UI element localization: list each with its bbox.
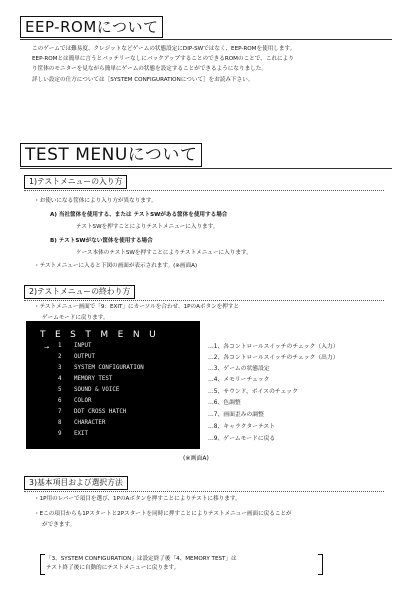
section-3-line1: ・1P用のレバーで項目を選び、1PのAボタンを押すことによりテストに移ります。: [34, 496, 241, 502]
menu-item-label: OUTPUT: [74, 354, 95, 360]
menu-description: …4、メモリーチェック: [208, 377, 270, 383]
menu-item-label: SYSTEM CONFIGURATION: [74, 365, 144, 371]
section-2-rule: [24, 300, 384, 301]
menu-item-number: 9: [58, 431, 62, 437]
section-3-line2: ・Eこの項目からも1Pスタートと2Pスタートを同時に押すことによりテストメニュー画面に戻ることが: [34, 511, 292, 517]
menu-description: …7、画面歪みの調整: [208, 412, 264, 418]
menu-item-number: 6: [58, 398, 62, 404]
menu-item-label: INPUT: [74, 343, 92, 349]
eeprom-heading: EEP-ROMについて: [20, 16, 163, 38]
screen-caption: (※画面A): [183, 455, 209, 462]
menu-item: [58, 354, 95, 360]
menu-description: …8、キャラクターテスト: [208, 424, 276, 430]
menu-item: [58, 376, 112, 382]
note-line: 「3、SYSTEM CONFIGURATION」は設定終了後「4、MEMORY TEST」は: [46, 556, 237, 562]
section-3-line3: ができます。: [42, 522, 76, 528]
cursor-arrow-icon: →: [44, 344, 50, 351]
menu-description: …1、各コントロールスイッチのチェック（入力）: [208, 344, 339, 350]
menu-item: [58, 431, 88, 437]
menu-item-label: SOUND & VOICE: [74, 387, 120, 393]
case-a-label: A): [50, 212, 57, 218]
eeprom-line: EEP-ROMとは簡単に言うとバッテリーなしにバックアップすることのできるROMのことで、これにより: [32, 56, 294, 63]
section-2-line1: ・テストメニュー画面で「9：EXIT」にカーソルを合わせ、1PのAボタンを押すと: [34, 304, 240, 310]
eeprom-line: り筐体のモニターを見ながら簡単にゲームの状態を設定することができるようになりました。: [32, 66, 267, 73]
section-3-rule: [24, 491, 384, 492]
menu-item: [58, 398, 91, 404]
section-3-title: 3)基本項目および選択方法: [24, 476, 128, 490]
case-b-label: B): [50, 238, 57, 244]
note-bracket-right: [318, 554, 323, 575]
menu-description: …6、色調整: [208, 400, 241, 406]
menu-item-label: EXIT: [74, 431, 88, 437]
menu-item-number: 7: [58, 409, 62, 415]
testmenu-heading: TEST MENUについて: [20, 143, 202, 167]
menu-description: …3、ゲームの状態設定: [208, 366, 270, 372]
section-1-outro: ・テストメニューに入ると下図の画面が表示されます。(※画面A): [34, 263, 198, 269]
case-b-detail: ケース本体のテストSWを押すことによりテストメニューに入ります。: [76, 250, 252, 256]
case-a: [50, 210, 227, 220]
menu-item: [58, 365, 144, 371]
case-b: [50, 236, 153, 246]
testmenu-divider: [20, 168, 392, 169]
menu-item-number: 2: [58, 354, 62, 360]
menu-item: [58, 343, 91, 349]
menu-item-number: 3: [58, 365, 62, 371]
menu-item-number: 8: [58, 420, 62, 426]
case-a-text: 当社筐体を使用する、または テストSWがある筐体を使用する場合: [58, 212, 228, 218]
menu-item-label: DOT CROSS HATCH: [74, 409, 127, 415]
menu-item: [58, 409, 126, 415]
case-b-text: テストSWがない筐体を使用する場合: [58, 238, 153, 244]
screen-title: TESTMENU: [40, 330, 166, 340]
eeprom-line: 詳しい設定の仕方については［SYSTEM CONFIGURATIONについて］をお読み下さい。: [32, 76, 254, 83]
menu-item-label: CHARACTER: [74, 420, 106, 426]
menu-item: [58, 420, 105, 426]
test-menu-screen: [26, 321, 200, 449]
menu-item-number: 4: [58, 376, 62, 382]
menu-item-number: 5: [58, 387, 62, 393]
menu-item-label: COLOR: [74, 398, 92, 404]
section-2-line2: ゲームモードに戻ります。: [42, 315, 109, 321]
note-line: テスト終了後に自動的にテストメニューに戻ります。: [46, 565, 180, 571]
eeprom-divider: [20, 39, 392, 40]
eeprom-line: このゲームでは難易度、クレジットなどゲームの状態設定にDIP-SWではなく、EEP-ROMを使用します。: [32, 46, 296, 52]
menu-description: …9、ゲームモードに戻る: [208, 436, 276, 442]
menu-item: [58, 387, 119, 393]
section-2-title: 2)テストメニューの終わり方: [24, 285, 135, 299]
section-1-rule: [24, 190, 384, 191]
menu-item-number: 1: [58, 343, 62, 349]
section-1-intro: ・お使いになる筐体により入り方が異なります。: [34, 198, 157, 204]
eeprom-body: [32, 44, 295, 85]
menu-description: …2、各コントロールスイッチのチェック（出力）: [208, 355, 339, 361]
note-bracket-left: [40, 554, 45, 575]
menu-description: …5、サウンド、ボイスのチェック: [208, 389, 298, 395]
note: [46, 555, 237, 573]
case-a-detail: テストSWを押すことによりテストメニューに入ります。: [76, 224, 219, 230]
section-1-title: 1)テストメニューの入り方: [24, 175, 127, 189]
menu-item-label: MEMORY TEST: [74, 376, 113, 382]
